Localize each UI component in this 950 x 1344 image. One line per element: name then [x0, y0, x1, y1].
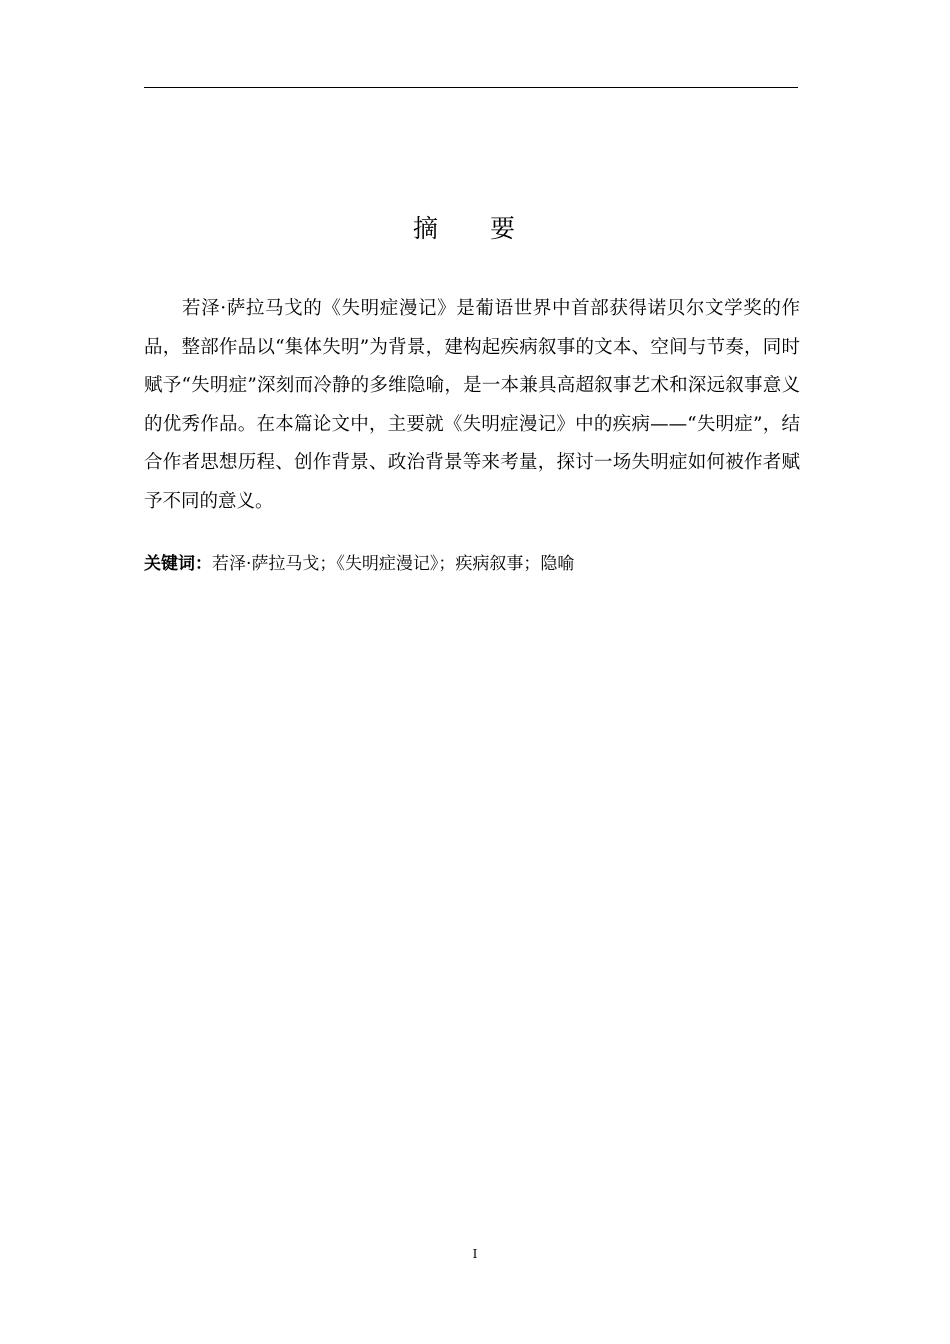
- keywords-label: 关键词：: [144, 554, 212, 574]
- keywords-value: 若泽·萨拉马戈；《失明症漫记》；疾病叙事；隐喻: [212, 554, 575, 574]
- page-number: I: [472, 1247, 478, 1261]
- header-rule: [144, 87, 798, 88]
- keywords-line: [144, 551, 800, 577]
- abstract-body: 若泽·萨拉马戈的《失明症漫记》是葡语世界中首部获得诺贝尔文学奖的作品，整部作品以“集体失明”为背景，建构起疾病叙事的文本、空间与节奏，同时赋予“失明症”深刻而冷静的多维隐喻，是一本兼具高超叙事艺术和深远叙事意义的优秀作品。在本篇论文中，主要就《失明症漫记》中的疾病——“失明症”，结合作者思想历程、创作背景、政治背景等来考量，探讨一场失明症如何被作者赋予不同的意义。: [144, 298, 800, 512]
- abstract-title: 摘 要: [413, 214, 537, 243]
